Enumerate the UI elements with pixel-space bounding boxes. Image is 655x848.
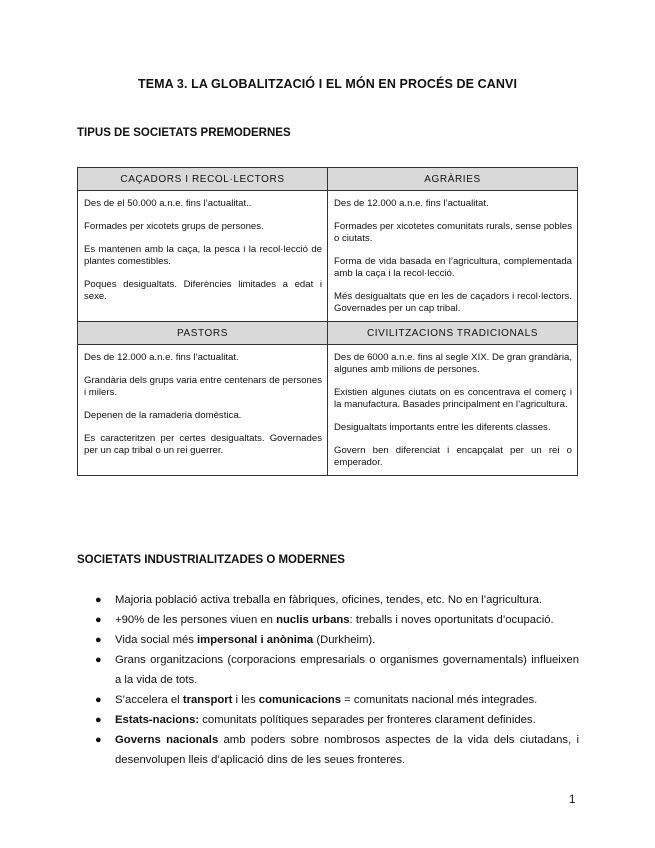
bullet-icon: ● xyxy=(95,614,102,626)
cell-text: Es caracteritzen per certes desigualtats. Governades per un cap tribal o un rei guerrer. xyxy=(84,433,322,456)
bullet-icon: ● xyxy=(95,594,102,606)
cell-text: Des de 12.000 a.n.e. fins l’actualitat. xyxy=(334,198,489,209)
premodern-societies-table xyxy=(77,167,578,476)
section-heading-premodern: TIPUS DE SOCIETATS PREMODERNES xyxy=(77,127,291,139)
table-row xyxy=(78,345,578,476)
bullet-icon: ● xyxy=(95,714,102,726)
header-hunter-gatherers: CAÇADORS I RECOL·LECTORS xyxy=(78,168,328,191)
cell-text: Més desigualtats que en les de caçadors i recol·lectors. Governades per un cap tribal. xyxy=(334,291,572,314)
cell-text: Desigualtats importants entre les diferents classes. xyxy=(334,422,551,433)
header-agrarian: AGRÀRIES xyxy=(328,168,578,191)
page-title: TEMA 3. LA GLOBALITZACIÓ I EL MÓN EN PROCÉS DE CANVI xyxy=(137,77,518,91)
cell-text: Des de 6000 a.n.e. fins al segle XIX. De gran grandària, algunes amb milions de persones. xyxy=(334,352,572,375)
list-item: ● Grans organitzacions (corporacions empresarials o organismes governamentals) influeixen a la vida de tots. xyxy=(77,650,579,690)
industrial-features-list xyxy=(77,590,579,770)
section-heading-industrial: SOCIETATS INDUSTRIALITZADES O MODERNES xyxy=(77,554,345,566)
header-pastoral: PASTORS xyxy=(78,322,328,345)
cell-text: Formades per xicotetes comunitats rurals, sense pobles o ciutats. xyxy=(334,221,572,244)
cell-text: Es mantenen amb la caça, la pesca i la recol·lecció de plantes comestibles. xyxy=(84,244,322,267)
cell-text: Des de 12.000 a.n.e. fins l’actualitat. xyxy=(84,352,239,363)
list-item: ● S’accelera el transport i les comunicacions = comunitats nacional més integrades. xyxy=(77,690,579,710)
cell-text: Poques desigualtats. Diferències limitades a edat i sexe. xyxy=(84,279,322,302)
cell-hunter-gatherers xyxy=(78,191,328,322)
header-traditional-civilizations: CIVILITZACIONS TRADICIONALS xyxy=(328,322,578,345)
cell-text: Depenen de la ramaderia domèstica. xyxy=(84,410,242,421)
bullet-icon: ● xyxy=(95,634,102,646)
page-number: 1 xyxy=(569,794,576,806)
cell-traditional-civilizations xyxy=(328,345,578,476)
table-row xyxy=(78,191,578,322)
bullet-icon: ● xyxy=(95,734,102,746)
list-item: ● Governs nacionals amb poders sobre nombrosos aspectes de la vida dels ciutadans, i desenvolupen lleis d’aplicació dins de les seues fronteres. xyxy=(77,730,579,770)
list-item: ● Vida social més impersonal i anònima (Durkheim). xyxy=(77,630,579,650)
cell-text: Existien algunes ciutats on es concentrava el comerç i la manufactura. Basades principalment en l’agricultura. xyxy=(334,387,572,410)
list-item: ● +90% de les persones viuen en nuclis urbans: treballs i noves oportunitats d’ocupació. xyxy=(77,610,579,630)
bullet-icon: ● xyxy=(95,654,102,666)
cell-pastoral xyxy=(78,345,328,476)
cell-text: Grandària dels grups varia entre centenars de persones i milers. xyxy=(84,375,322,398)
cell-text: Govern ben diferenciat i encapçalat per un rei o emperador. xyxy=(334,445,572,468)
table-header-row xyxy=(78,322,578,345)
cell-text: Des de el 50.000 a.n.e. fins l’actualitat.. xyxy=(84,198,252,209)
table-header-row xyxy=(78,168,578,191)
bullet-icon: ● xyxy=(95,694,102,706)
cell-agrarian xyxy=(328,191,578,322)
cell-text: Formades per xicotets grups de persones. xyxy=(84,221,264,232)
list-item: ● Majoria població activa treballa en fàbriques, oficines, tendes, etc. No en l’agricultura. xyxy=(77,590,579,610)
list-item: ● Estats-nacions: comunitats polítiques separades per fronteres clarament definides. xyxy=(77,710,579,730)
cell-text: Forma de vida basada en l’agricultura, complementada amb la caça i la recol·lecció. xyxy=(334,256,572,279)
